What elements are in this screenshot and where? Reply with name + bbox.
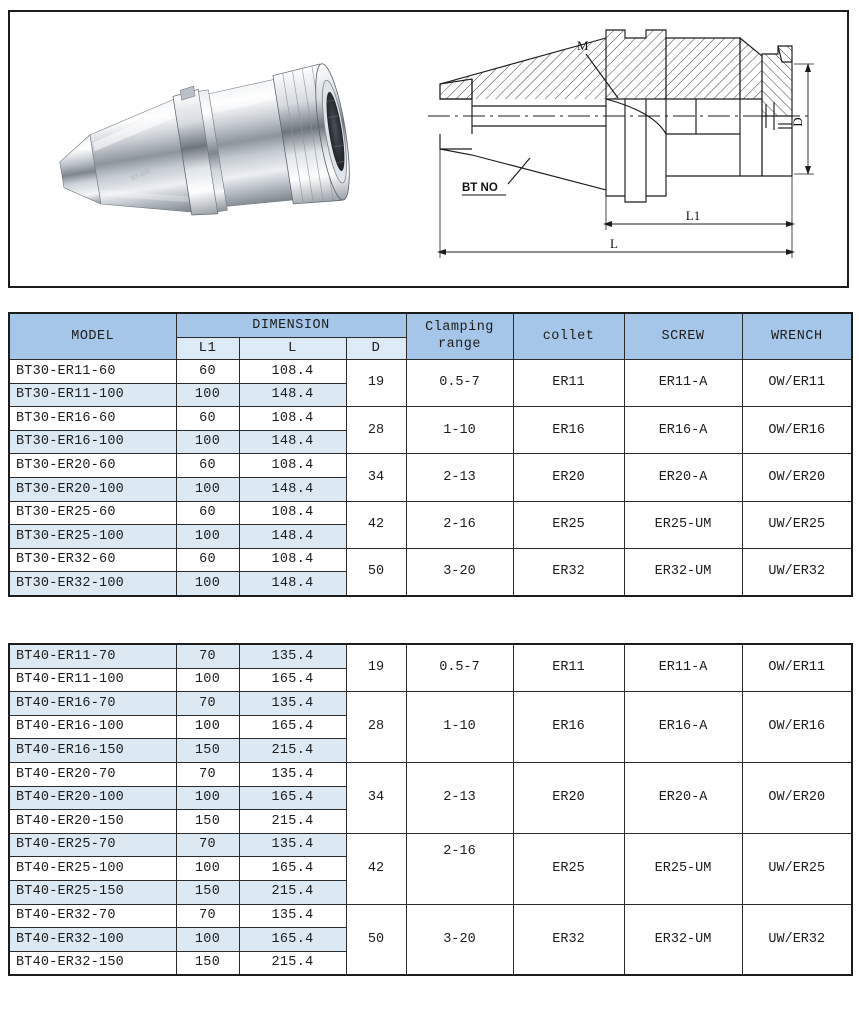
cell-model: BT40-ER25-150 — [9, 880, 176, 904]
cell-l1: 60 — [176, 407, 239, 431]
cell-l: 148.4 — [239, 383, 346, 407]
cell-screw: ER32-UM — [624, 904, 742, 975]
cell-clamping-range: 1-10 — [406, 692, 513, 763]
spec-table-bt40 — [8, 643, 853, 976]
cell-clamping-range: 3-20 — [406, 548, 513, 596]
cell-l: 215.4 — [239, 810, 346, 834]
cell-d: 50 — [346, 548, 406, 596]
cell-clamping-range: 0.5-7 — [406, 644, 513, 692]
cell-model: BT40-ER25-70 — [9, 833, 176, 857]
cell-l: 165.4 — [239, 786, 346, 810]
cell-l1: 100 — [176, 477, 239, 501]
cell-d: 19 — [346, 360, 406, 407]
cell-d: 28 — [346, 692, 406, 763]
cell-wrench: OW/ER11 — [742, 360, 852, 407]
cell-screw: ER11-A — [624, 360, 742, 407]
cell-l1: 70 — [176, 644, 239, 668]
cell-l: 148.4 — [239, 572, 346, 596]
cell-d: 19 — [346, 644, 406, 692]
table-row — [9, 762, 852, 786]
cell-l: 148.4 — [239, 525, 346, 549]
cell-collet: ER32 — [513, 904, 624, 975]
cell-clamping-range: 0.5-7 — [406, 360, 513, 407]
cell-l1: 70 — [176, 904, 239, 928]
cell-wrench: UW/ER25 — [742, 833, 852, 904]
cell-model: BT30-ER11-100 — [9, 383, 176, 407]
table-row — [9, 833, 852, 857]
cell-d: 50 — [346, 904, 406, 975]
table-row — [9, 692, 852, 716]
cell-clamping-range: 2-16 — [406, 833, 513, 904]
cell-wrench: OW/ER16 — [742, 692, 852, 763]
column-header-dimension: DIMENSION — [176, 313, 406, 337]
cell-l: 135.4 — [239, 904, 346, 928]
cell-model: BT40-ER20-70 — [9, 762, 176, 786]
cell-collet: ER16 — [513, 407, 624, 454]
cell-collet: ER20 — [513, 762, 624, 833]
cell-model: BT40-ER20-150 — [9, 810, 176, 834]
cell-model: BT40-ER16-100 — [9, 715, 176, 739]
cell-model: BT30-ER20-60 — [9, 454, 176, 478]
table-body-bt30 — [9, 360, 852, 596]
cell-collet: ER32 — [513, 548, 624, 596]
cell-wrench: OW/ER16 — [742, 407, 852, 454]
cell-l: 135.4 — [239, 762, 346, 786]
cell-clamping-range: 1-10 — [406, 407, 513, 454]
cell-d: 28 — [346, 407, 406, 454]
drawing-label-thread: M — [577, 38, 589, 53]
column-header-l1: L1 — [176, 337, 239, 359]
table-header-bt30 — [9, 313, 852, 360]
cell-l: 108.4 — [239, 454, 346, 478]
cell-collet: ER25 — [513, 501, 624, 548]
cell-screw: ER20-A — [624, 454, 742, 501]
cell-model: BT40-ER11-70 — [9, 644, 176, 668]
cell-model: BT40-ER32-70 — [9, 904, 176, 928]
cell-l1: 150 — [176, 880, 239, 904]
cell-model: BT30-ER25-60 — [9, 501, 176, 525]
column-header-clamping-range — [406, 313, 513, 360]
column-header-screw: SCREW — [624, 313, 742, 360]
cell-d: 42 — [346, 833, 406, 904]
cell-screw: ER11-A — [624, 644, 742, 692]
cell-l1: 60 — [176, 360, 239, 384]
cell-clamping-range: 2-13 — [406, 454, 513, 501]
cell-clamping-range: 2-13 — [406, 762, 513, 833]
cell-l: 165.4 — [239, 668, 346, 692]
cell-model: BT30-ER20-100 — [9, 477, 176, 501]
cell-l1: 60 — [176, 501, 239, 525]
cell-screw: ER16-A — [624, 692, 742, 763]
cell-l1: 100 — [176, 857, 239, 881]
bt-er-collet-chuck-cross-section — [410, 16, 846, 286]
cell-l: 108.4 — [239, 360, 346, 384]
cell-l: 148.4 — [239, 477, 346, 501]
cell-l1: 150 — [176, 951, 239, 975]
cell-wrench: OW/ER20 — [742, 762, 852, 833]
cell-wrench: UW/ER32 — [742, 904, 852, 975]
cell-l1: 70 — [176, 692, 239, 716]
table-row — [9, 407, 852, 431]
table-row — [9, 904, 852, 928]
table-row — [9, 454, 852, 478]
cell-wrench: OW/ER20 — [742, 454, 852, 501]
cell-collet: ER16 — [513, 692, 624, 763]
cell-model: BT30-ER16-60 — [9, 407, 176, 431]
cell-wrench: OW/ER11 — [742, 644, 852, 692]
cell-l: 165.4 — [239, 715, 346, 739]
clamping-range-line-1: Clamping — [425, 320, 494, 336]
cell-l1: 70 — [176, 762, 239, 786]
clamping-range-line-2: range — [437, 336, 481, 352]
cell-l1: 60 — [176, 548, 239, 572]
cell-model: BT40-ER20-100 — [9, 786, 176, 810]
cell-model: BT40-ER32-150 — [9, 951, 176, 975]
drawing-label-taper: BT NO — [462, 182, 498, 194]
cell-model: BT30-ER32-100 — [9, 572, 176, 596]
cell-d: 34 — [346, 762, 406, 833]
cell-l: 215.4 — [239, 880, 346, 904]
cell-screw: ER32-UM — [624, 548, 742, 596]
cell-l: 215.4 — [239, 951, 346, 975]
cell-clamping-range: 2-16 — [406, 501, 513, 548]
cell-collet: ER25 — [513, 833, 624, 904]
cell-l1: 100 — [176, 430, 239, 454]
cell-model: BT40-ER25-100 — [9, 857, 176, 881]
column-header-d: D — [346, 337, 406, 359]
cell-clamping-range: 3-20 — [406, 904, 513, 975]
table-row — [9, 360, 852, 384]
column-header-wrench: WRENCH — [742, 313, 852, 360]
cell-l1: 70 — [176, 833, 239, 857]
table-row — [9, 644, 852, 668]
cell-d: 42 — [346, 501, 406, 548]
cell-l: 108.4 — [239, 501, 346, 525]
cell-l1: 100 — [176, 715, 239, 739]
drawing-label-overall-length: L — [610, 236, 618, 251]
cell-l: 148.4 — [239, 430, 346, 454]
cell-model: BT40-ER11-100 — [9, 668, 176, 692]
cell-model: BT30-ER25-100 — [9, 525, 176, 549]
cell-model: BT30-ER16-100 — [9, 430, 176, 454]
column-header-collet: collet — [513, 313, 624, 360]
bt-er-collet-chuck-photo — [32, 20, 392, 282]
cell-l: 108.4 — [239, 548, 346, 572]
cell-l1: 100 — [176, 928, 239, 952]
cell-model: BT30-ER11-60 — [9, 360, 176, 384]
svg-text:BT-ER: BT-ER — [129, 168, 152, 183]
cell-model: BT30-ER32-60 — [9, 548, 176, 572]
cell-l1: 100 — [176, 572, 239, 596]
cell-screw: ER16-A — [624, 407, 742, 454]
illustration-panel — [8, 10, 849, 288]
drawing-label-diameter: D — [790, 117, 805, 127]
cell-collet: ER20 — [513, 454, 624, 501]
cell-l: 165.4 — [239, 928, 346, 952]
cell-l1: 100 — [176, 786, 239, 810]
cell-l1: 100 — [176, 668, 239, 692]
table-row — [9, 548, 852, 572]
spec-table-bt30 — [8, 312, 853, 597]
cell-l1: 150 — [176, 739, 239, 763]
cell-model: BT40-ER16-70 — [9, 692, 176, 716]
drawing-label-gauge-length: L1 — [685, 208, 701, 223]
column-header-l: L — [239, 337, 346, 359]
cell-l1: 100 — [176, 383, 239, 407]
cell-l: 135.4 — [239, 644, 346, 668]
cell-l: 135.4 — [239, 692, 346, 716]
cell-l: 135.4 — [239, 833, 346, 857]
cell-l: 108.4 — [239, 407, 346, 431]
cell-l1: 100 — [176, 525, 239, 549]
cell-l1: 150 — [176, 810, 239, 834]
cell-screw: ER20-A — [624, 762, 742, 833]
column-header-model: MODEL — [9, 313, 176, 360]
cell-l: 215.4 — [239, 739, 346, 763]
cell-wrench: UW/ER25 — [742, 501, 852, 548]
cell-wrench: UW/ER32 — [742, 548, 852, 596]
cell-model: BT40-ER16-150 — [9, 739, 176, 763]
cell-screw: ER25-UM — [624, 833, 742, 904]
cell-d: 34 — [346, 454, 406, 501]
table-body-bt40 — [9, 644, 852, 975]
cell-model: BT40-ER32-100 — [9, 928, 176, 952]
cell-l: 165.4 — [239, 857, 346, 881]
cell-collet: ER11 — [513, 360, 624, 407]
cell-collet: ER11 — [513, 644, 624, 692]
table-row — [9, 501, 852, 525]
cell-l1: 60 — [176, 454, 239, 478]
cell-screw: ER25-UM — [624, 501, 742, 548]
